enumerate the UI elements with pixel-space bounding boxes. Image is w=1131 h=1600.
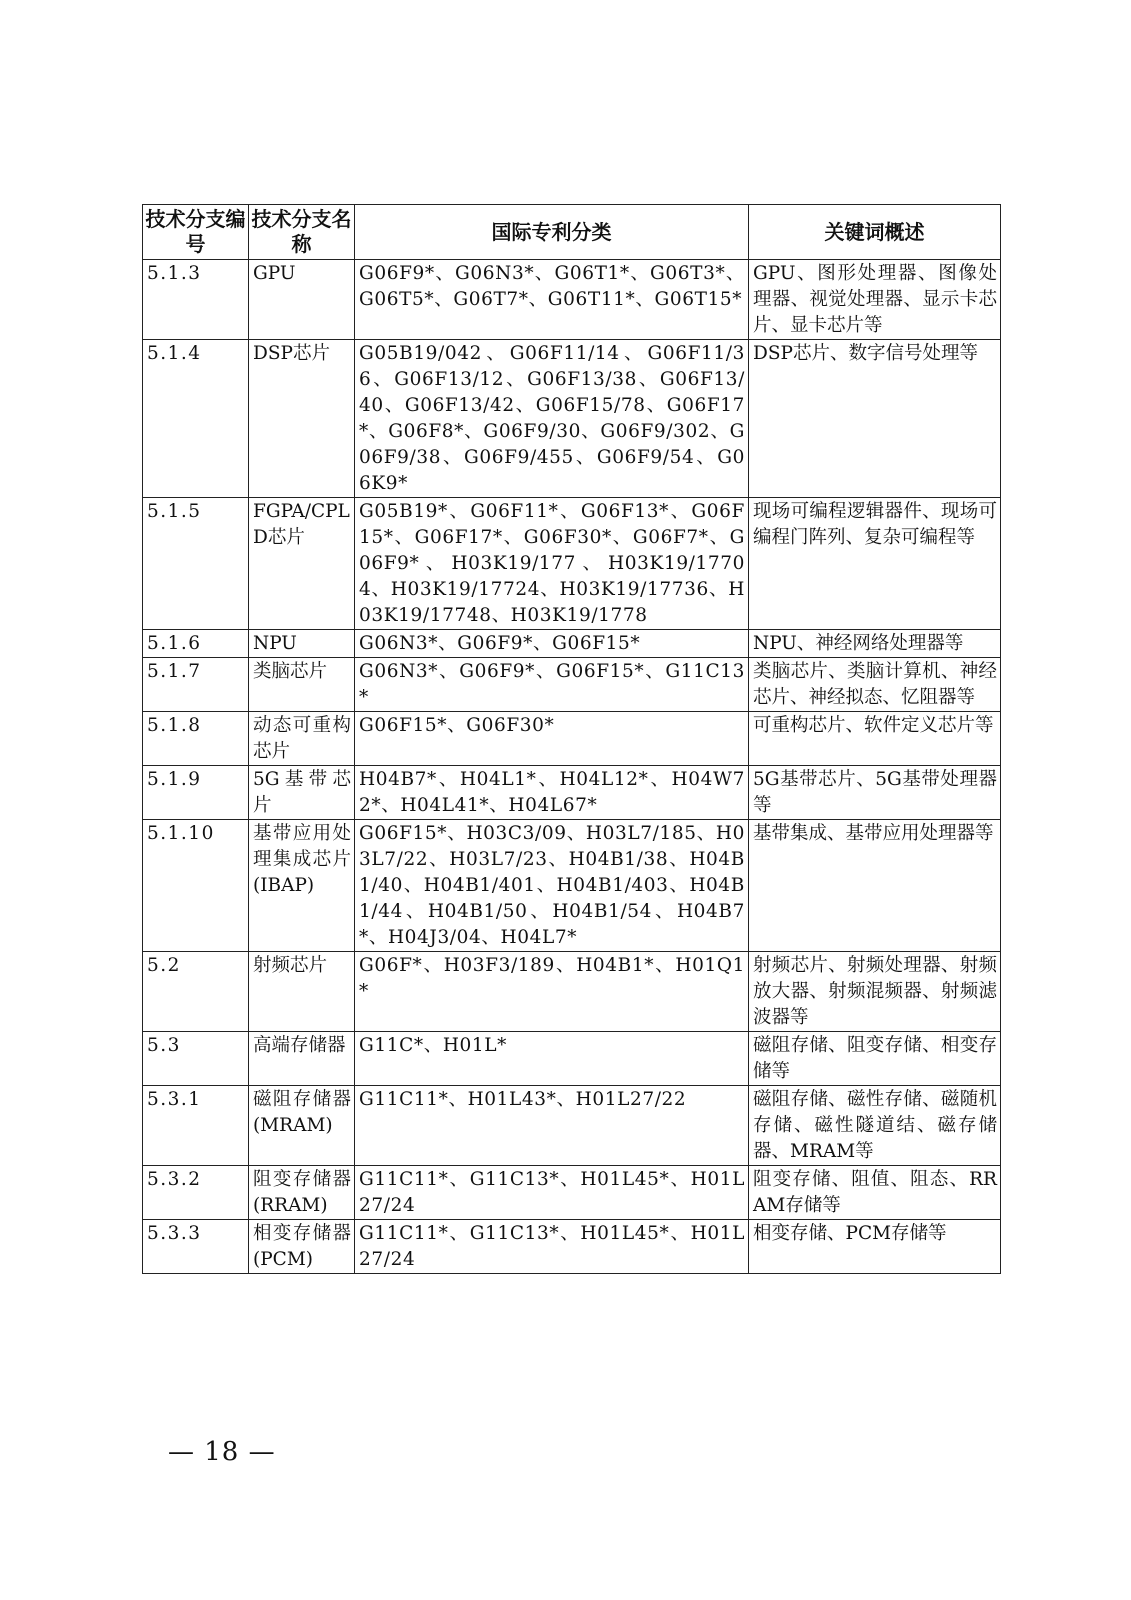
ipc-cell: G06F15*、G06F30*	[355, 712, 749, 766]
branch-code-cell: 5.1.9	[143, 766, 249, 820]
keywords-cell: 阻变存储、阻值、阻态、RRAM存储等	[749, 1166, 1001, 1220]
table-row	[143, 1032, 1001, 1086]
ipc-cell: G11C11*、H01L43*、H01L27/22	[355, 1086, 749, 1166]
header-branch-name: 技术分支名称	[249, 205, 355, 260]
patent-classification-table	[142, 204, 1001, 1274]
table-row	[143, 498, 1001, 630]
branch-name-cell: 磁阻存储器(MRAM)	[249, 1086, 355, 1166]
ipc-cell: G06F15*、H03C3/09、H03L7/185、H03L7/22、H03L7/23、H04B1/38、H04B1/40、H04B1/401、H04B1/403、H04B1/44、H04B1/50、H04B1/54、H04B7*、H04J3/04、H04L7*	[355, 820, 749, 952]
branch-code-cell: 5.1.10	[143, 820, 249, 952]
keywords-cell: 5G基带芯片、5G基带处理器等	[749, 766, 1001, 820]
keywords-cell: 磁阻存储、阻变存储、相变存储等	[749, 1032, 1001, 1086]
branch-name-cell: 相变存储器(PCM)	[249, 1220, 355, 1274]
keywords-cell: 类脑芯片、类脑计算机、神经芯片、神经拟态、忆阻器等	[749, 658, 1001, 712]
branch-name-cell: 射频芯片	[249, 952, 355, 1032]
table-row	[143, 952, 1001, 1032]
branch-code-cell: 5.1.4	[143, 340, 249, 498]
ipc-cell: G06F*、H03F3/189、H04B1*、H01Q1*	[355, 952, 749, 1032]
branch-code-cell: 5.3.3	[143, 1220, 249, 1274]
table-row	[143, 630, 1001, 658]
branch-code-cell: 5.3.2	[143, 1166, 249, 1220]
branch-code-cell: 5.1.3	[143, 260, 249, 340]
table-row	[143, 658, 1001, 712]
ipc-cell: H04B7*、H04L1*、H04L12*、H04W72*、H04L41*、H04L67*	[355, 766, 749, 820]
keywords-cell: 射频芯片、射频处理器、射频放大器、射频混频器、射频滤波器等	[749, 952, 1001, 1032]
ipc-cell: G11C11*、G11C13*、H01L45*、H01L27/24	[355, 1166, 749, 1220]
table-header-row	[143, 205, 1001, 260]
ipc-cell: G11C11*、G11C13*、H01L45*、H01L27/24	[355, 1220, 749, 1274]
branch-name-cell: GPU	[249, 260, 355, 340]
ipc-cell: G06N3*、G06F9*、G06F15*、G11C13*	[355, 658, 749, 712]
branch-name-cell: NPU	[249, 630, 355, 658]
ipc-cell: G06N3*、G06F9*、G06F15*	[355, 630, 749, 658]
branch-name-cell: 基带应用处理集成芯片(IBAP)	[249, 820, 355, 952]
branch-code-cell: 5.3.1	[143, 1086, 249, 1166]
ipc-cell: G11C*、H01L*	[355, 1032, 749, 1086]
keywords-cell: 现场可编程逻辑器件、现场可编程门阵列、复杂可编程等	[749, 498, 1001, 630]
keywords-cell: GPU、图形处理器、图像处理器、视觉处理器、显示卡芯片、显卡芯片等	[749, 260, 1001, 340]
branch-code-cell: 5.2	[143, 952, 249, 1032]
branch-code-cell: 5.1.6	[143, 630, 249, 658]
branch-name-cell: FGPA/CPLD芯片	[249, 498, 355, 630]
header-keywords: 关键词概述	[749, 205, 1001, 260]
branch-code-cell: 5.1.5	[143, 498, 249, 630]
keywords-cell: 基带集成、基带应用处理器等	[749, 820, 1001, 952]
table-row	[143, 260, 1001, 340]
ipc-cell: G05B19*、G06F11*、G06F13*、G06F15*、G06F17*、G06F30*、G06F7*、G06F9*、H03K19/177、H03K19/17704、H03K19/17724、H03K19/17736、H03K19/17748、H03K19/1778	[355, 498, 749, 630]
table-row	[143, 1220, 1001, 1274]
branch-name-cell: 类脑芯片	[249, 658, 355, 712]
keywords-cell: NPU、神经网络处理器等	[749, 630, 1001, 658]
header-branch-code: 技术分支编号	[143, 205, 249, 260]
table-row	[143, 712, 1001, 766]
keywords-cell: 相变存储、PCM存储等	[749, 1220, 1001, 1274]
page-number: — 18 —	[168, 1437, 276, 1467]
keywords-cell: DSP芯片、数字信号处理等	[749, 340, 1001, 498]
table-row	[143, 820, 1001, 952]
branch-code-cell: 5.1.8	[143, 712, 249, 766]
keywords-cell: 可重构芯片、软件定义芯片等	[749, 712, 1001, 766]
branch-name-cell: 高端存储器	[249, 1032, 355, 1086]
branch-code-cell: 5.1.7	[143, 658, 249, 712]
table-row	[143, 766, 1001, 820]
branch-name-cell: DSP芯片	[249, 340, 355, 498]
table-row	[143, 1086, 1001, 1166]
table-row	[143, 340, 1001, 498]
branch-name-cell: 5G基带芯片	[249, 766, 355, 820]
ipc-cell: G05B19/042、G06F11/14、G06F11/36、G06F13/12、G06F13/38、G06F13/40、G06F13/42、G06F15/78、G06F17*、G06F8*、G06F9/30、G06F9/302、G06F9/38、G06F9/455、G06F9/54、G06K9*	[355, 340, 749, 498]
header-ipc: 国际专利分类	[355, 205, 749, 260]
ipc-cell: G06F9*、G06N3*、G06T1*、G06T3*、G06T5*、G06T7*、G06T11*、G06T15*	[355, 260, 749, 340]
branch-name-cell: 阻变存储器(RRAM)	[249, 1166, 355, 1220]
keywords-cell: 磁阻存储、磁性存储、磁随机存储、磁性隧道结、磁存储器、MRAM等	[749, 1086, 1001, 1166]
branch-name-cell: 动态可重构芯片	[249, 712, 355, 766]
table-row	[143, 1166, 1001, 1220]
branch-code-cell: 5.3	[143, 1032, 249, 1086]
